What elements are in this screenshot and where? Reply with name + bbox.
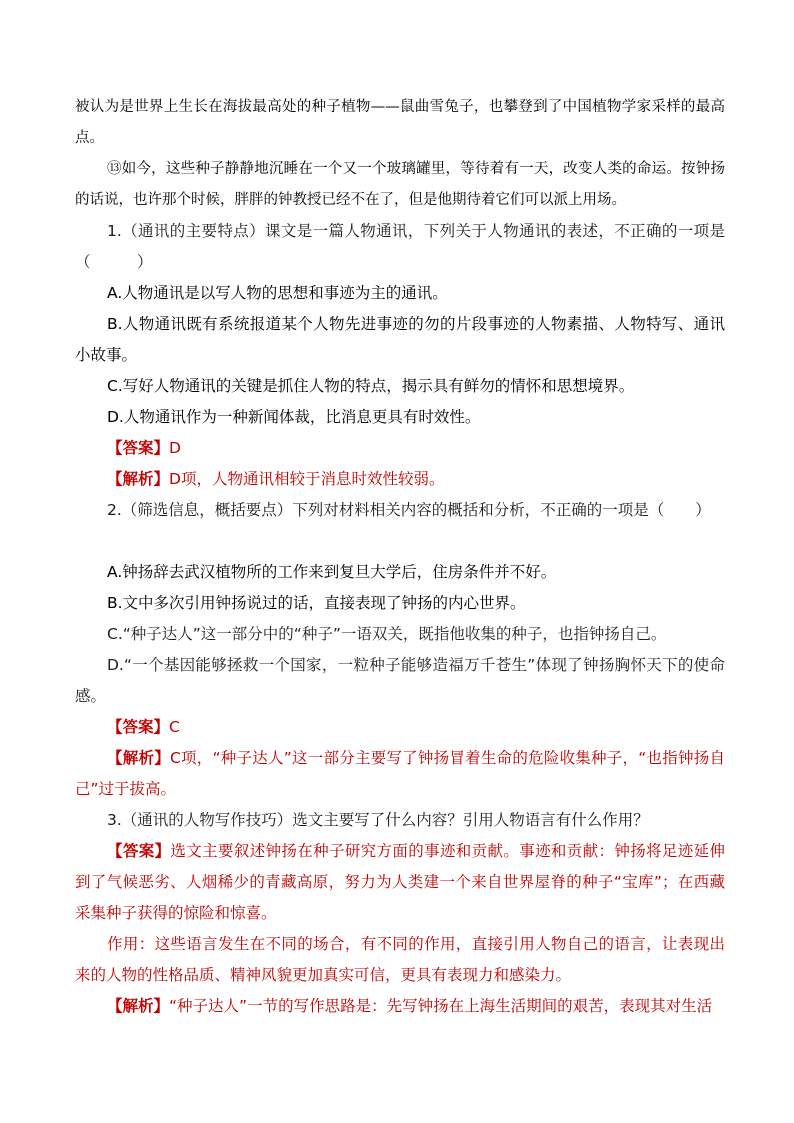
- question-2-option-b: B.文中多次引用钟扬说过的话，直接表现了钟扬的内心世界。: [107, 594, 526, 612]
- answer-value: C: [169, 718, 180, 736]
- analysis-tag: 【解析】: [107, 997, 170, 1015]
- analysis-tag: 【解析】: [107, 749, 170, 767]
- question-1-option-b: B.人物通讯既有系统报道某个人物先进事迹的勿的片段事迹的人物素描、人物特写、通讯小故事。: [75, 315, 725, 364]
- answer-tag: 【答案】: [107, 439, 170, 457]
- passage-paragraph-13: ⑬如今，这些种子静静地沉睡在一个又一个玻璃罐里，等待着有一天，改变人类的命运。按钟扬的话说，也许那个时候，胖胖的钟教授已经不在了，但是他期待着它们可以派上用场。: [75, 161, 725, 208]
- question-3-answer: [75, 836, 725, 929]
- question-1-answer: [75, 433, 725, 464]
- question-3-analysis: [75, 991, 725, 1022]
- answer-text: 选文主要叙述钟扬在种子研究方面的事迹和贡献。事迹和贡献：钟扬将足迹延伸到了气候恶劣、人烟稀少的青藏高原，努力为人类建一个来自世界屋脊的种子“宝库”；在西藏采集种子获得的惊险和惊喜。: [75, 842, 725, 922]
- question-2-option-d: D.“一个基因能够拯救一个国家，一粒种子能够造福万千苍生”体现了钟扬胸怀天下的使命感。: [75, 656, 725, 705]
- analysis-tag: 【解析】: [107, 470, 170, 488]
- question-2-analysis: [75, 743, 725, 805]
- question-3-effect: 作用：这些语言发生在不同的场合，有不同的作用，直接引用人物自己的语言，让表现出来的人物的性格品质、精神风貌更加真实可信，更具有表现力和感染力。: [75, 935, 725, 984]
- analysis-text: “种子达人”一节的写作思路是：先写钟扬在上海生活期间的艰苦，表现其对生活: [169, 997, 713, 1015]
- question-2-answer: [75, 712, 725, 743]
- passage-continuation: 被认为是世界上生长在海拔最高处的种子植物——鼠曲雪兔子，也攀登到了中国植物学家采样的最高点。: [75, 99, 725, 146]
- question-1-option-a: A.人物通讯是以写人物的思想和事迹为主的通讯。: [107, 284, 448, 302]
- answer-tag: 【答案】: [107, 718, 170, 736]
- answer-value: D: [169, 439, 181, 457]
- question-1-option-d: D.人物通讯作为一种新闻体裁，比消息更具有时效性。: [107, 408, 481, 426]
- analysis-text: D项，人物通讯相较于消息时效性较弱。: [169, 470, 445, 488]
- answer-tag: 【答案】: [107, 842, 171, 860]
- analysis-text: C项，“种子达人”这一部分主要写了钟扬冒着生命的危险收集种子，“也指钟扬自己”过于拔高。: [75, 749, 725, 798]
- question-1-stem: 1.（通讯的主要特点）课文是一篇人物通讯，下列关于人物通讯的表述，不正确的一项是 （ ）: [75, 222, 741, 271]
- question-1-analysis: [75, 464, 725, 495]
- question-3-stem: 3.（通讯的人物写作技巧）选文主要写了什么内容？引用人物语言有什么作用？: [107, 811, 649, 829]
- question-2-stem: 2.（筛选信息，概括要点）下列对材料相关内容的概括和分析，不正确的一项是（ ）: [107, 501, 711, 519]
- question-2-option-a: A.钟扬辞去武汉植物所的工作来到复旦大学后，住房条件并不好。: [107, 563, 557, 581]
- question-1-option-c: C.写好人物通讯的关键是抓住人物的特点，揭示具有鲜勿的情怀和思想境界。: [107, 377, 635, 395]
- question-2-option-c: C.“种子达人”这一部分中的“种子”一语双关，既指他收集的种子，也指钟扬自己。: [107, 625, 667, 643]
